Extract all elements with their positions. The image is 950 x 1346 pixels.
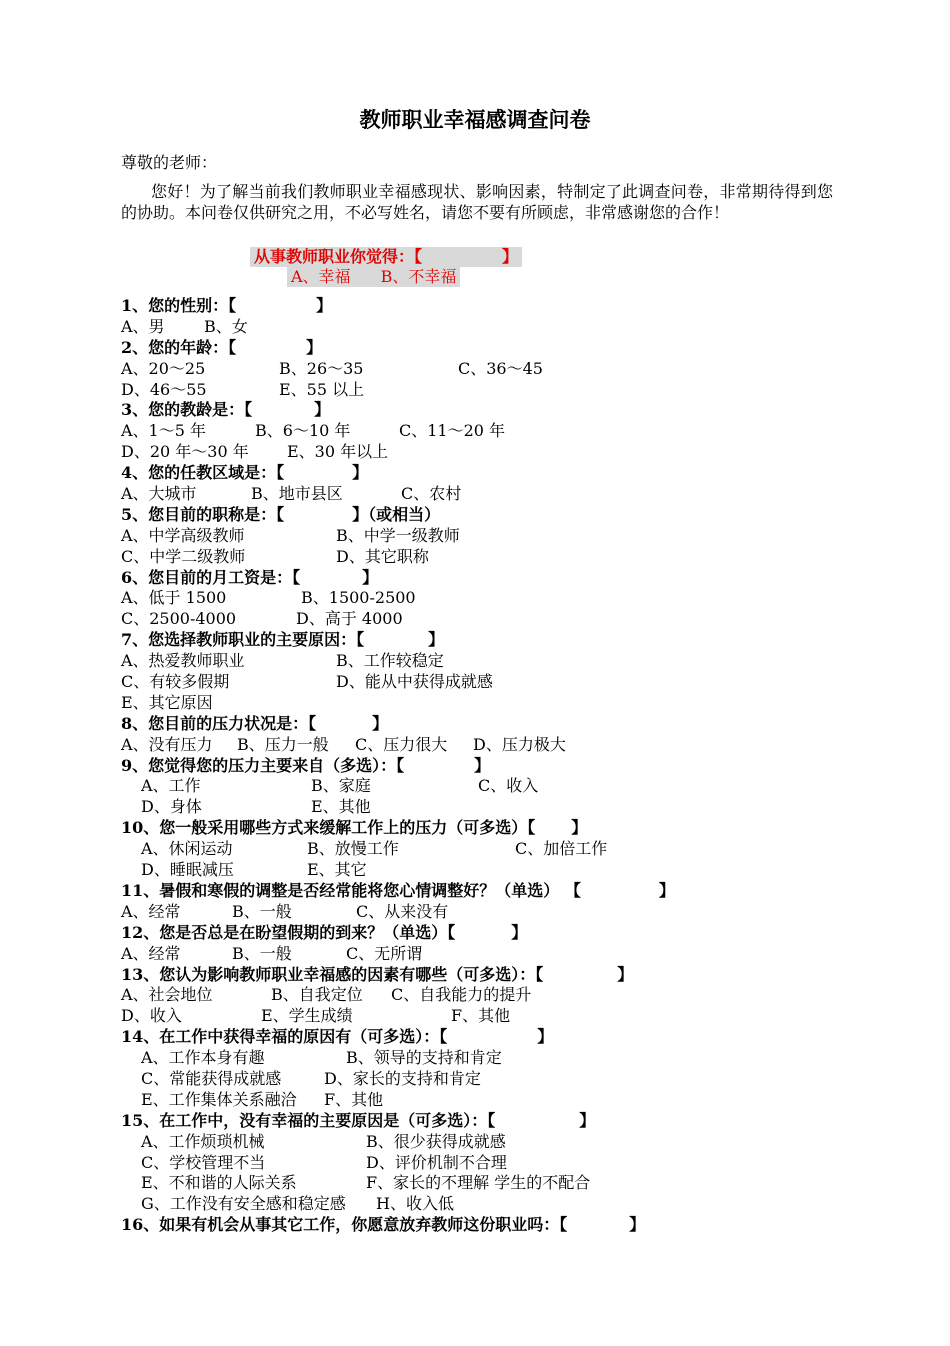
option-item: B、1500-2500 [301,588,416,608]
option-item: D、睡眠减压 [141,860,234,880]
option-item: D、其它职称 [336,546,429,566]
option-item: B、6～10 年 [255,421,351,441]
option-item: E、学生成绩 [261,1006,353,1026]
option-row [121,797,841,818]
question-14 [121,1027,841,1048]
option-item: B、地市县区 [251,484,343,504]
option-row [121,651,841,672]
question-close: 】 [629,1215,646,1235]
option-item: B、领导的支持和肯定 [346,1048,502,1068]
option-row [121,317,841,338]
option-item: A、休闲运动 [141,839,233,859]
question-text: 15、在工作中，没有幸福的主要原因是（可多选）：【 [121,1110,496,1130]
option-row [121,1006,841,1027]
option-item: E、不和谐的人际关系 [141,1173,297,1193]
option-item: A、热爱教师职业 [121,651,245,671]
option-item: G、工作没有安全感和稳定感 [141,1194,346,1214]
option-item: E、30 年以上 [287,442,389,462]
question-text: 6、您目前的月工资是：【 [121,567,301,587]
question-close: 】 [428,630,445,650]
option-row [121,985,841,1006]
option-item: A、工作本身有趣 [141,1048,265,1068]
question-text: 16、如果有机会从事其它工作，你愿意放弃教师这份职业吗：【 [121,1215,568,1235]
option-row [121,380,841,401]
option-item: C、加倍工作 [515,839,608,859]
question-close: 】 [474,755,491,775]
question-text: 1、您的性别：【 [121,296,237,315]
question-8 [121,714,841,735]
question-5 [121,505,841,526]
option-item: C、常能获得成就感 [141,1068,282,1088]
option-row [121,860,841,881]
option-item: B、中学一级教师 [336,525,460,545]
question-11 [121,881,841,902]
option-item: D、收入 [121,1006,182,1026]
intro-paragraph: 您好！为了解当前我们教师职业幸福感现状、影响因素，特制定了此调查问卷，非常期待得到您的协助。本问卷仅供研究之用，不必写姓名，请您不要有所顾虑，非常感谢您的合作！ [121,182,833,222]
option-row [121,672,841,693]
question-16 [121,1215,841,1236]
option-item: C、从来没有 [356,901,449,921]
question-9 [121,756,841,777]
option-item: A、大城市 [121,484,197,504]
option-row [121,902,841,923]
option-item: B、工作较稳定 [336,651,444,671]
option-row [121,1069,841,1090]
option-item: B、家庭 [311,776,371,796]
option-item: D、高于 4000 [296,609,403,629]
option-item: C、36～45 [458,358,543,378]
option-item: E、其它原因 [121,692,213,712]
question-close: 】 [352,463,369,483]
question-close: 】 [617,964,634,984]
option-item: D、压力极大 [473,734,566,754]
option-row [121,359,841,380]
question-text: 12、您是否总是在盼望假期的到来？（单选）【 [121,922,456,942]
option-row [121,1194,841,1215]
option-row [121,526,841,547]
option-item: D、20 年～30 年 [121,442,249,462]
question-1 [121,296,841,317]
option-item: E、工作集体关系融洽 [141,1089,297,1109]
question-2 [121,338,841,359]
option-item: A、中学高级教师 [121,525,245,545]
question-text: 9、您觉得您的压力主要来自（多选）：【 [121,755,405,775]
highlight-options [287,267,460,287]
question-10 [121,818,841,839]
option-item: H、收入低 [376,1194,454,1214]
option-row [121,944,841,965]
option-item: F、家长的不理解 学生的不配合 [366,1173,591,1193]
option-item: A、社会地位 [121,985,213,1005]
question-text: 5、您目前的职称是：【 [121,504,285,524]
question-close: 】 [314,400,331,420]
option-item: B、自我定位 [271,985,363,1005]
question-close: 】 [511,922,528,942]
question-close: 】 [372,713,389,733]
question-list [121,296,841,1236]
highlight-question [250,247,522,267]
option-item: D、46～55 [121,379,207,399]
question-close: 】 [571,818,588,838]
option-item: C、有较多假期 [121,672,230,692]
option-item: E、其它 [307,860,367,880]
question-close: 】 [537,1027,554,1047]
option-row [121,1153,841,1174]
option-row [121,1173,841,1194]
highlight-question-text: 从事教师职业你觉得：【 [254,247,423,266]
question-close: 】 [362,567,379,587]
question-text: 8、您目前的压力状况是：【 [121,713,317,733]
question-15 [121,1111,841,1132]
option-item: C、2500-4000 [121,609,237,629]
option-row [121,839,841,860]
option-item: C、压力很大 [355,734,448,754]
option-item: C、自我能力的提升 [391,985,532,1005]
option-row [121,609,841,630]
question-4 [121,463,841,484]
option-item: C、无所谓 [346,943,423,963]
option-item: B、很少获得成就感 [366,1131,506,1151]
question-text: 13、您认为影响教师职业幸福感的因素有哪些（可多选）：【 [121,964,544,984]
highlight-option: B、不幸福 [380,267,457,286]
salutation: 尊敬的老师： [121,153,218,172]
option-item: F、其他 [451,1006,511,1026]
option-row [121,442,841,463]
question-12 [121,923,841,944]
option-item: A、没有压力 [121,734,213,754]
question-text: 4、您的任教区域是：【 [121,463,285,483]
option-row [121,1132,841,1153]
option-item: D、能从中获得成就感 [336,672,493,692]
option-item: D、家长的支持和肯定 [324,1068,481,1088]
option-row [121,1048,841,1069]
option-item: A、低于 1500 [121,588,227,608]
highlight-option: A、幸福 [291,267,351,286]
question-13 [121,965,841,986]
option-item: B、一般 [232,901,292,921]
option-row [121,735,841,756]
question-text: 14、在工作中获得幸福的原因有（可多选）：【 [121,1027,448,1047]
question-close: 】 [658,880,675,900]
question-text: 2、您的年龄：【 [121,337,237,357]
highlight-question-close: 】 [502,247,519,266]
option-item: B、女 [204,316,248,336]
option-item: A、经常 [121,943,181,963]
option-item: B、压力一般 [237,734,329,754]
option-row [121,1090,841,1111]
option-item: B、26～35 [279,358,364,378]
option-row [121,421,841,442]
option-item: C、中学二级教师 [121,546,246,566]
option-item: F、其他 [324,1089,384,1109]
option-item: A、1～5 年 [121,421,207,441]
option-item: A、经常 [121,901,181,921]
option-item: D、评价机制不合理 [366,1152,507,1172]
option-item: A、工作 [141,776,201,796]
option-row [121,484,841,505]
option-item: A、工作烦琐机械 [141,1131,265,1151]
option-row [121,776,841,797]
question-close: 】（或相当） [352,504,441,524]
option-item: E、55 以上 [279,379,365,399]
option-item: E、其他 [311,797,371,817]
question-3 [121,400,841,421]
question-text: 7、您选择教师职业的主要原因：【 [121,630,365,650]
question-7 [121,630,841,651]
document-title: 教师职业幸福感调查问卷 [359,107,591,132]
option-item: C、11～20 年 [399,421,506,441]
question-close: 】 [579,1110,596,1130]
option-item: A、20～25 [121,358,206,378]
option-row [121,693,841,714]
option-item: B、一般 [232,943,292,963]
option-item: A、男 [121,316,165,336]
option-row [121,588,841,609]
option-item: C、农村 [401,484,462,504]
question-text: 11、暑假和寒假的调整是否经常能将您心情调整好？（单选） 【 [121,880,581,900]
option-item: B、放慢工作 [307,839,399,859]
option-row [121,547,841,568]
question-text: 3、您的教龄是：【 [121,400,253,420]
option-item: D、身体 [141,797,202,817]
option-item: C、收入 [478,776,539,796]
question-close: 】 [316,296,333,315]
question-close: 】 [306,337,323,357]
option-item: C、学校管理不当 [141,1152,266,1172]
question-6 [121,568,841,589]
question-text: 10、您一般采用哪些方式来缓解工作上的压力（可多选）【 [121,818,536,838]
